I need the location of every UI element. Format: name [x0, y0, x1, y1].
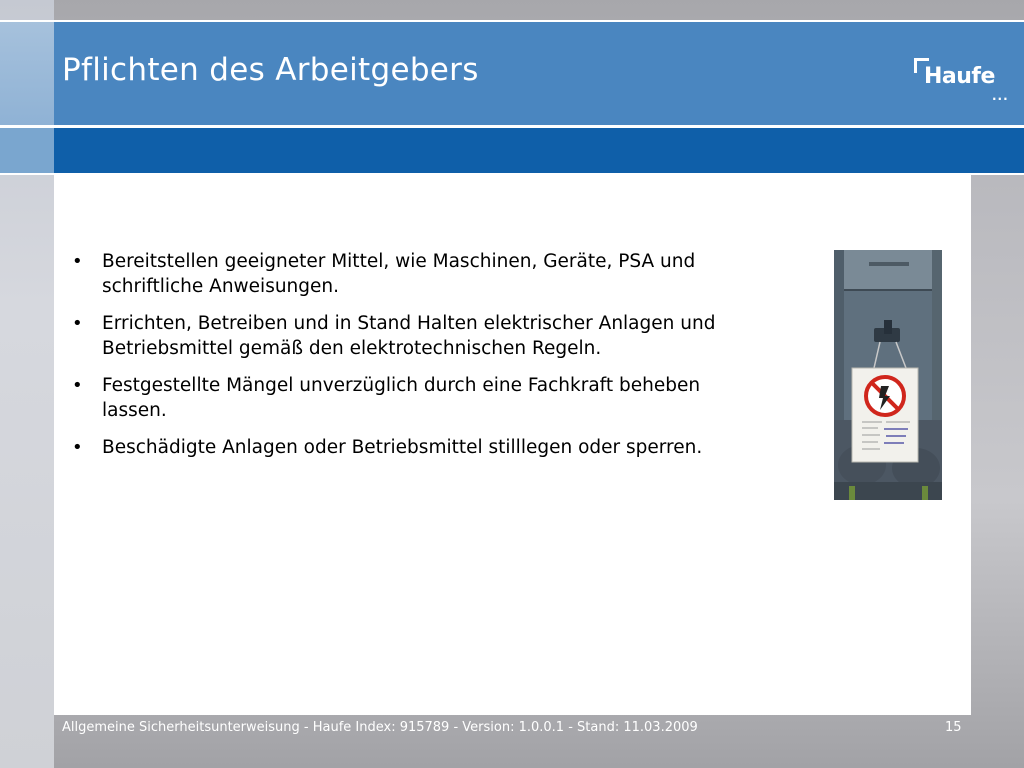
- page-number: 15: [945, 720, 962, 735]
- bullet-marker: •: [72, 375, 83, 396]
- logo-dots: ...: [992, 89, 1009, 103]
- slide-title: Pflichten des Arbeitgebers: [62, 52, 479, 88]
- electrical-lockout-photo: [834, 250, 942, 500]
- left-strip-header-segment: [0, 22, 54, 125]
- bullet-marker: •: [72, 251, 83, 272]
- slide-content: [54, 175, 971, 715]
- bullet-marker: •: [72, 437, 83, 458]
- bullet-text: Beschädigte Anlagen oder Betriebsmittel stilllegen oder sperren.: [102, 437, 703, 458]
- header-band: [54, 128, 1024, 173]
- bullet-item: [70, 373, 770, 423]
- bullet-marker: •: [72, 313, 83, 334]
- bullet-text: Festgestellte Mängel unverzüglich durch eine Fachkraft beheben lassen.: [102, 375, 701, 421]
- header-mid-divider: [0, 125, 1024, 128]
- logo-wordmark: Haufe: [924, 64, 995, 89]
- bullet-item: [70, 435, 770, 460]
- bullet-item: [70, 311, 770, 361]
- bullet-list: [70, 249, 770, 472]
- header-top-divider: [0, 20, 1024, 22]
- left-side-strip: [0, 0, 54, 768]
- footer-document-info: Allgemeine Sicherheitsunterweisung - Haufe Index: 915789 - Version: 1.0.0.1 - Stand: 11.03.2009: [62, 720, 698, 735]
- bullet-text: Errichten, Betreiben und in Stand Halten elektrischer Anlagen und Betriebsmittel gemäß den elektrotechnischen Regeln.: [102, 313, 716, 359]
- haufe-logo: [914, 58, 1010, 102]
- left-strip-band-segment: [0, 128, 54, 173]
- bullet-item: [70, 249, 770, 299]
- bullet-text: Bereitstellen geeigneter Mittel, wie Maschinen, Geräte, PSA und schriftliche Anweisungen.: [102, 251, 696, 297]
